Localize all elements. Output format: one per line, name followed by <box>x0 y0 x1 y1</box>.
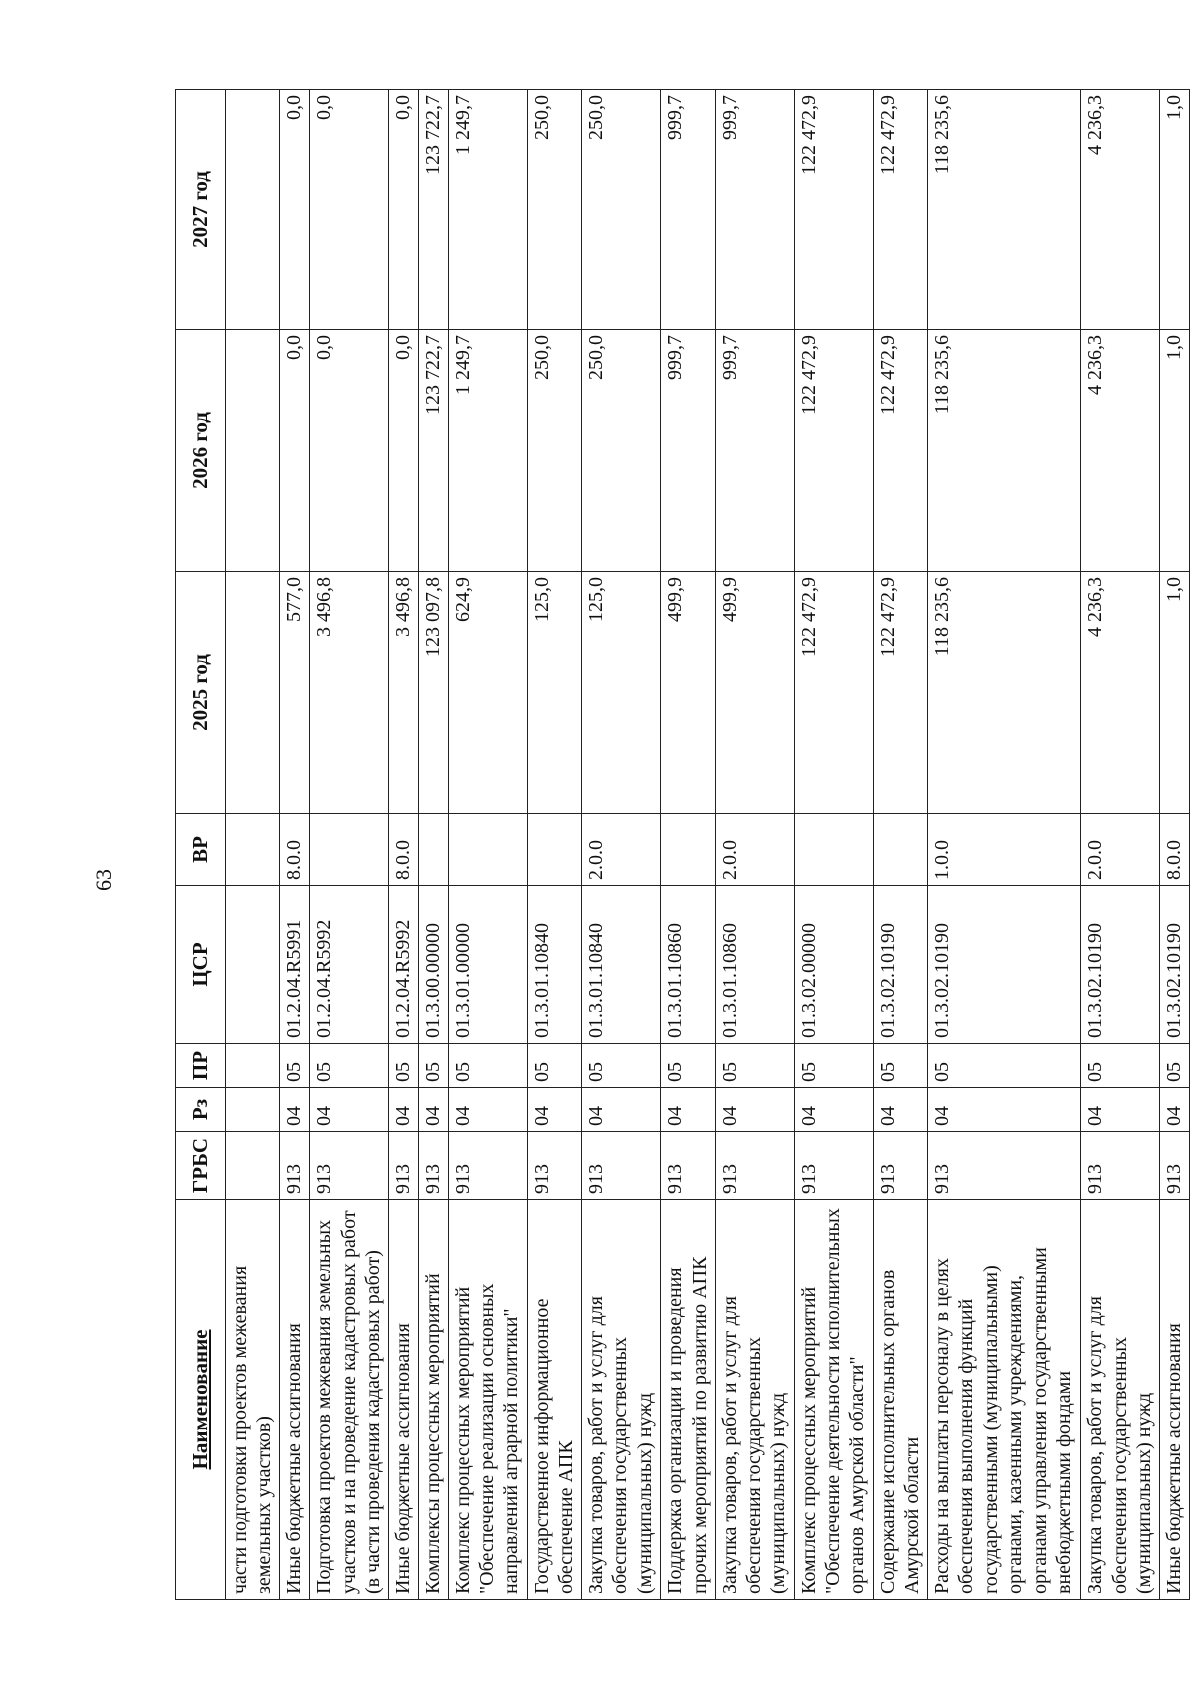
amount-2025-cell: 499,9 <box>661 572 715 814</box>
col-header-2027: 2027 год <box>176 90 226 330</box>
rz-cell: 04 <box>389 1088 419 1132</box>
pr-cell: 05 <box>873 1044 927 1088</box>
col-header-2025: 2025 год <box>176 572 226 814</box>
amount-2025-cell: 499,9 <box>715 572 794 814</box>
col-header-rz: Рз <box>176 1088 226 1132</box>
amount-2025-cell: 577,0 <box>280 572 310 814</box>
rz-cell: 04 <box>715 1088 794 1132</box>
vr-cell <box>448 814 527 886</box>
grbs-cell: 913 <box>794 1132 873 1200</box>
grbs-cell: 913 <box>527 1132 581 1200</box>
col-header-csr: ЦСР <box>176 886 226 1044</box>
name-cell: Поддержка организации и проведения прочих мероприятий по развитию АПК <box>661 1200 715 1600</box>
name-cell: Иные бюджетные ассигнования <box>389 1200 419 1600</box>
amount-2027-cell: 0,0 <box>280 90 310 330</box>
vr-cell: 8.0.0 <box>1160 814 1190 886</box>
vr-cell: 2.0.0 <box>1081 814 1160 886</box>
rz-cell <box>226 1088 280 1132</box>
vr-cell: 2.0.0 <box>715 814 794 886</box>
name-cell: Иные бюджетные ассигнования <box>1160 1200 1190 1600</box>
csr-cell: 01.3.02.00000 <box>794 886 873 1044</box>
table-header-row <box>176 90 226 1600</box>
amount-2025-cell: 122 472,9 <box>794 572 873 814</box>
pr-cell: 05 <box>527 1044 581 1088</box>
amount-2026-cell: 999,7 <box>715 330 794 572</box>
col-header-2026: 2026 год <box>176 330 226 572</box>
csr-cell: 01.3.02.10190 <box>928 886 1081 1044</box>
pr-cell: 05 <box>310 1044 389 1088</box>
name-cell: Комплекс процессных мероприятий "Обеспечение реализации основных направлений аграрной политики" <box>448 1200 527 1600</box>
csr-cell: 01.2.04.R5992 <box>389 886 419 1044</box>
name-cell: Закупка товаров, работ и услуг для обеспечения государственных (муниципальных) нужд <box>715 1200 794 1600</box>
amount-2025-cell: 125,0 <box>527 572 581 814</box>
vr-cell: 1.0.0 <box>928 814 1081 886</box>
amount-2027-cell: 1,0 <box>1160 90 1190 330</box>
amount-2025-cell: 3 496,8 <box>389 572 419 814</box>
amount-2026-cell: 0,0 <box>310 330 389 572</box>
grbs-cell: 913 <box>715 1132 794 1200</box>
amount-2027-cell: 999,7 <box>715 90 794 330</box>
csr-cell: 01.3.01.00000 <box>448 886 527 1044</box>
csr-cell: 01.3.01.10840 <box>582 886 661 1044</box>
amount-2025-cell: 122 472,9 <box>873 572 927 814</box>
csr-cell: 01.2.04.R5991 <box>280 886 310 1044</box>
amount-2026-cell: 999,7 <box>661 330 715 572</box>
amount-2026-cell: 4 236,3 <box>1081 330 1160 572</box>
rotated-table-wrapper <box>175 90 1190 1600</box>
rz-cell: 04 <box>873 1088 927 1132</box>
vr-cell <box>661 814 715 886</box>
amount-2026-cell: 0,0 <box>389 330 419 572</box>
grbs-cell: 913 <box>418 1132 448 1200</box>
page-number: 63 <box>91 869 116 891</box>
grbs-cell: 913 <box>448 1132 527 1200</box>
table-row <box>310 90 389 1600</box>
name-cell: Подготовка проектов межевания земельных участков и на проведение кадастровых работ (в части проведения кадастровых работ) <box>310 1200 389 1600</box>
pr-cell: 05 <box>794 1044 873 1088</box>
grbs-cell: 913 <box>928 1132 1081 1200</box>
grbs-cell: 913 <box>310 1132 389 1200</box>
vr-cell: 8.0.0 <box>280 814 310 886</box>
rz-cell: 04 <box>1160 1088 1190 1132</box>
name-cell: Закупка товаров, работ и услуг для обеспечения государственных (муниципальных) нужд <box>582 1200 661 1600</box>
name-cell: Содержание исполнительных органов Амурской области <box>873 1200 927 1600</box>
csr-cell: 01.3.01.10860 <box>661 886 715 1044</box>
csr-cell: 01.3.01.10860 <box>715 886 794 1044</box>
amount-2026-cell: 122 472,9 <box>794 330 873 572</box>
pr-cell: 05 <box>1081 1044 1160 1088</box>
amount-2027-cell: 118 235,6 <box>928 90 1081 330</box>
amount-2026-cell: 1 249,7 <box>448 330 527 572</box>
grbs-cell: 913 <box>280 1132 310 1200</box>
csr-cell: 01.3.02.10190 <box>1160 886 1190 1044</box>
amount-2026-cell: 0,0 <box>280 330 310 572</box>
amount-2026-cell: 123 722,7 <box>418 330 448 572</box>
amount-2025-cell: 118 235,6 <box>928 572 1081 814</box>
name-cell: Закупка товаров, работ и услуг для обеспечения государственных (муниципальных) нужд <box>1081 1200 1160 1600</box>
table-row <box>1160 90 1190 1600</box>
name-cell: Расходы на выплаты персоналу в целях обеспечения выполнения функций государственными (муниципальными) органами, казенными учреждениями, органами управления государственными внебюджетными фондами <box>928 1200 1081 1600</box>
name-cell: Комплексы процессных мероприятий <box>418 1200 448 1600</box>
csr-cell: 01.3.00.00000 <box>418 886 448 1044</box>
amount-2026-cell <box>226 330 280 572</box>
budget-table <box>175 89 1190 1600</box>
csr-cell: 01.2.04.R5992 <box>310 886 389 1044</box>
amount-2027-cell: 0,0 <box>389 90 419 330</box>
table-row <box>661 90 715 1600</box>
amount-2027-cell: 1 249,7 <box>448 90 527 330</box>
amount-2025-cell: 3 496,8 <box>310 572 389 814</box>
amount-2027-cell: 122 472,9 <box>794 90 873 330</box>
rz-cell: 04 <box>794 1088 873 1132</box>
rz-cell: 04 <box>928 1088 1081 1132</box>
table-row <box>527 90 581 1600</box>
col-header-vr: ВР <box>176 814 226 886</box>
rz-cell: 04 <box>582 1088 661 1132</box>
amount-2027-cell: 0,0 <box>310 90 389 330</box>
amount-2027-cell: 122 472,9 <box>873 90 927 330</box>
amount-2026-cell: 1,0 <box>1160 330 1190 572</box>
table-row <box>873 90 927 1600</box>
csr-cell: 01.3.01.10840 <box>527 886 581 1044</box>
col-header-grbs: ГРБС <box>176 1132 226 1200</box>
pr-cell: 05 <box>1160 1044 1190 1088</box>
amount-2025-cell <box>226 572 280 814</box>
pr-cell: 05 <box>389 1044 419 1088</box>
amount-2025-cell: 1,0 <box>1160 572 1190 814</box>
rz-cell: 04 <box>418 1088 448 1132</box>
csr-cell <box>226 886 280 1044</box>
pr-cell <box>226 1044 280 1088</box>
grbs-cell <box>226 1132 280 1200</box>
amount-2025-cell: 4 236,3 <box>1081 572 1160 814</box>
vr-cell: 8.0.0 <box>389 814 419 886</box>
table-row <box>389 90 419 1600</box>
table-row <box>928 90 1081 1600</box>
amount-2027-cell: 250,0 <box>582 90 661 330</box>
amount-2027-cell: 123 722,7 <box>418 90 448 330</box>
table-row <box>418 90 448 1600</box>
col-header-name: Наименование <box>176 1200 226 1600</box>
vr-cell <box>226 814 280 886</box>
amount-2026-cell: 118 235,6 <box>928 330 1081 572</box>
csr-cell: 01.3.02.10190 <box>873 886 927 1044</box>
amount-2026-cell: 250,0 <box>582 330 661 572</box>
vr-cell <box>873 814 927 886</box>
grbs-cell: 913 <box>389 1132 419 1200</box>
rz-cell: 04 <box>661 1088 715 1132</box>
amount-2027-cell: 999,7 <box>661 90 715 330</box>
pr-cell: 05 <box>280 1044 310 1088</box>
rz-cell: 04 <box>310 1088 389 1132</box>
table-row <box>280 90 310 1600</box>
amount-2026-cell: 122 472,9 <box>873 330 927 572</box>
rz-cell: 04 <box>448 1088 527 1132</box>
pr-cell: 05 <box>715 1044 794 1088</box>
grbs-cell: 913 <box>582 1132 661 1200</box>
table-row <box>1081 90 1160 1600</box>
col-header-pr: ПР <box>176 1044 226 1088</box>
grbs-cell: 913 <box>1081 1132 1160 1200</box>
amount-2025-cell: 624,9 <box>448 572 527 814</box>
vr-cell: 2.0.0 <box>582 814 661 886</box>
table-body <box>226 90 1190 1600</box>
grbs-cell: 913 <box>661 1132 715 1200</box>
amount-2026-cell: 250,0 <box>527 330 581 572</box>
table-row <box>582 90 661 1600</box>
pr-cell: 05 <box>448 1044 527 1088</box>
vr-cell <box>310 814 389 886</box>
rz-cell: 04 <box>527 1088 581 1132</box>
amount-2025-cell: 123 097,8 <box>418 572 448 814</box>
amount-2027-cell: 4 236,3 <box>1081 90 1160 330</box>
name-cell: части подготовки проектов межевания земельных участков) <box>226 1200 280 1600</box>
vr-cell <box>527 814 581 886</box>
pr-cell: 05 <box>418 1044 448 1088</box>
pr-cell: 05 <box>582 1044 661 1088</box>
amount-2027-cell <box>226 90 280 330</box>
grbs-cell: 913 <box>1160 1132 1190 1200</box>
table-row <box>715 90 794 1600</box>
grbs-cell: 913 <box>873 1132 927 1200</box>
rz-cell: 04 <box>280 1088 310 1132</box>
name-cell: Государственное информационное обеспечение АПК <box>527 1200 581 1600</box>
csr-cell: 01.3.02.10190 <box>1081 886 1160 1044</box>
table-row <box>448 90 527 1600</box>
pr-cell: 05 <box>928 1044 1081 1088</box>
pr-cell: 05 <box>661 1044 715 1088</box>
rz-cell: 04 <box>1081 1088 1160 1132</box>
table-row <box>226 90 280 1600</box>
amount-2027-cell: 250,0 <box>527 90 581 330</box>
table-row <box>794 90 873 1600</box>
name-cell: Иные бюджетные ассигнования <box>280 1200 310 1600</box>
amount-2025-cell: 125,0 <box>582 572 661 814</box>
vr-cell <box>794 814 873 886</box>
vr-cell <box>418 814 448 886</box>
name-cell: Комплекс процессных мероприятий "Обеспечение деятельности исполнительных органов Амурской области" <box>794 1200 873 1600</box>
